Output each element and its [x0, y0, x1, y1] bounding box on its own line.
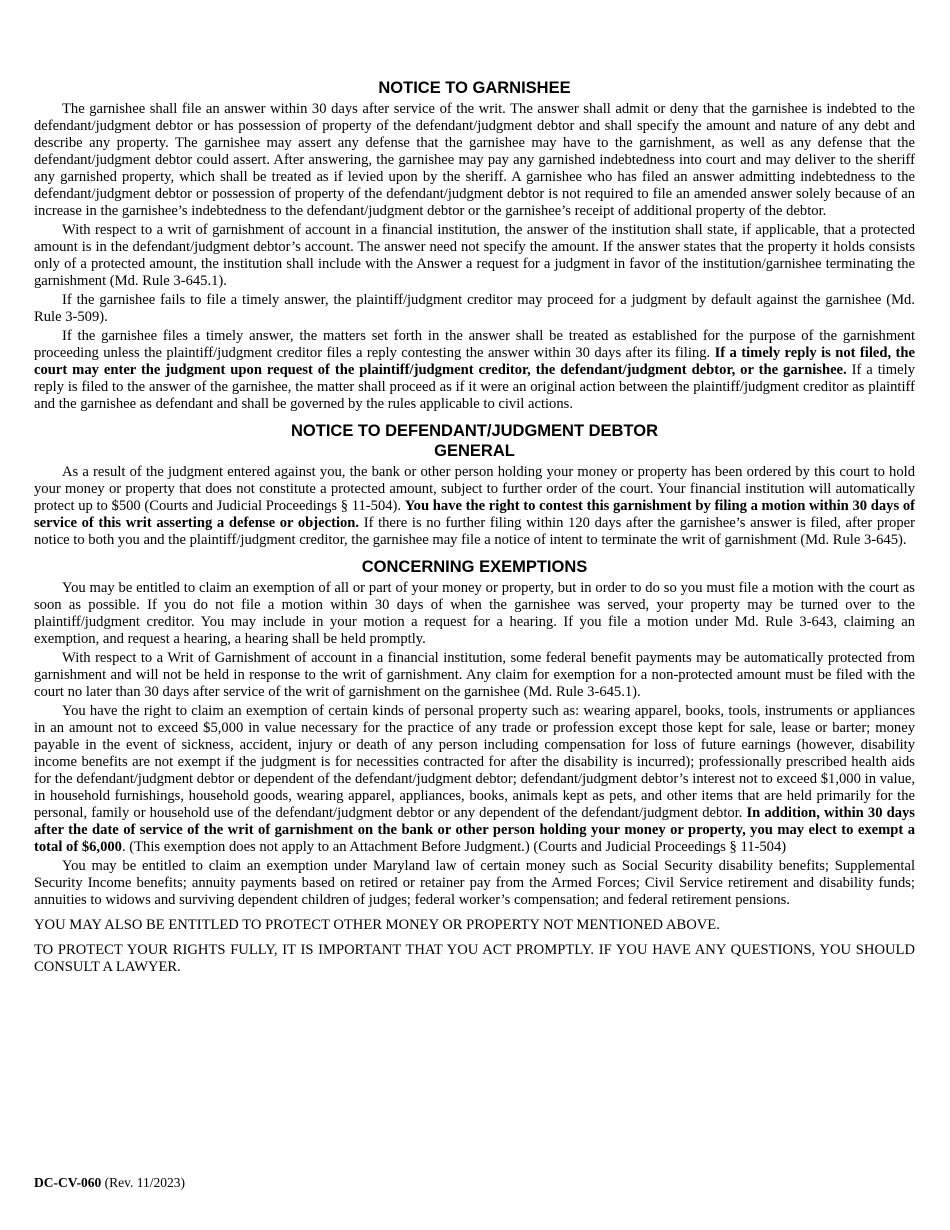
- form-revision: (Rev. 11/2023): [101, 1175, 185, 1190]
- heading-notice-to-debtor: NOTICE TO DEFENDANT/JUDGMENT DEBTOR: [291, 422, 658, 440]
- heading-concerning-exemptions: CONCERNING EXEMPTIONS: [361, 558, 588, 576]
- form-id: DC-CV-060: [34, 1175, 102, 1190]
- exemptions-paragraph-2: With respect to a Writ of Garnishment of account in a financial institution, some federal benefit payments may be automatically protected from garnishment and will not be held in response to the writ of garnishment. Any claim for exemption for a non-protected amount must be filed with the court no later than 30 days after service of the writ of garnishment on the garnishee (Md. Rule 3-645.1).: [34, 650, 915, 700]
- exemptions-paragraph-3: [34, 703, 915, 856]
- caps-notice-other-property: YOU MAY ALSO BE ENTITLED TO PROTECT OTHER MONEY OR PROPERTY NOT MENTIONED ABOVE.: [34, 917, 720, 933]
- debtor-p1-text-b: If there is no further filing within 120 days after the garnishee’s answer is filed, after proper notice to both you and the plaintiff/judgment creditor, the garnishee may file a notice of intent to terminate the writ of garnishment (Md. Rule 3-645).: [34, 515, 915, 548]
- exemptions-p3-bold: In addition, within 30 days after the date of service of the writ of garnishment on the bank or other person holding your money or property, you may elect to exempt a total of $6,000: [34, 805, 915, 855]
- exemptions-paragraph-1: You may be entitled to claim an exemption of all or part of your money or property, but in order to do so you must file a motion with the court as soon as possible. If you do not file a motion within 30 days of when the garnishee was served, your property may be turned over to the plaintiff/judgment creditor. You may include in your motion a request for a hearing. If you file a motion under Md. Rule 3-643, claiming an exemption, and request a hearing, a hearing shall be held promptly.: [34, 580, 915, 647]
- garnishee-p4-bold: If a timely reply is not filed, the court may enter the judgment upon request of the plaintiff/judgment creditor, the defendant/judgment debtor, or the garnishee.: [34, 345, 915, 378]
- debtor-p1-text-a: As a result of the judgment entered against you, the bank or other person holding your money or property has been ordered by this court to hold your money or property that does not constitute a protected amount, subject to further order of the court. Your financial institution will automatically protect up to $500 (Courts and Judicial Proceedings § 11-504).: [34, 464, 915, 514]
- exemptions-p3-text-a: You have the right to claim an exemption of certain kinds of personal property such as: wearing apparel, books, tools, instruments or appliances in an amount not to exceed $5,000 in value necessary for the practice of any trade or profession except those kept for sale, lease or barter; money payable in the event of sickness, accident, injury or death of any person including compensation for loss of future earnings (however, disability income benefits are not exempt if the judgment is for necessities contracted for after the disability is incurred); professionally prescribed health aids for the defendant/judgment debtor or dependent of the defendant/judgment debtor; defendant/judgment debtor’s interest not to exceed $1,000 in value, in household furnishings, household goods, wearing apparel, appliances, books, animals kept as pets, and other items that are held primarily for the personal, family or household use of the defendant/judgment debtor or any dependent of the defendant/judgment debtor.: [34, 703, 915, 821]
- exemptions-paragraph-4: You may be entitled to claim an exemption under Maryland law of certain money such as Social Security disability benefits; Supplemental Security Income benefits; annuity payments based on retired or retainer pay from the Armed Forces; Civil Service retirement and disability funds; annuities to widows and surviving dependent children of judges; federal worker’s compensation; and federal retirement pensions.: [34, 858, 915, 908]
- heading-notice-to-garnishee: NOTICE TO GARNISHEE: [378, 79, 571, 97]
- garnishee-p4-text-b: If a timely reply is filed to the answer of the garnishee, the matter shall proceed as if it were an original action between the plaintiff/judgment creditor as plaintiff and the garnishee as defendant and shall be governed by the rules applicable to civil actions.: [34, 362, 915, 412]
- section-notice-to-garnishee: [34, 78, 915, 413]
- section-concerning-exemptions: [34, 557, 915, 976]
- garnishee-p4-text-a: If the garnishee files a timely answer, the matters set forth in the answer shall be treated as established for the purpose of the garnishment proceeding unless the plaintiff/judgment creditor files a reply contesting the answer within 30 days after its filing.: [34, 328, 915, 361]
- form-footer: [34, 1174, 185, 1191]
- garnishee-paragraph-3: If the garnishee fails to file a timely answer, the plaintiff/judgment creditor may proceed for a judgment by default against the garnishee (Md. Rule 3-509).: [34, 292, 915, 325]
- garnishee-paragraph-1: The garnishee shall file an answer within 30 days after service of the writ. The answer shall admit or deny that the garnishee is indebted to the defendant/judgment debtor or has possession of property of the defendant/judgment debtor and shall specify the amount and nature of any debt and describe any property. The garnishee may assert any defense that the garnishee may have to the garnishment, as well as any defense that the defendant/judgment debtor could assert. After answering, the garnishee may pay any garnished indebtedness into court and may deliver to the sheriff any garnished property, which shall be treated as if levied upon by the sheriff. A garnishee who has filed an answer admitting indebtedness to the defendant/judgment debtor or possession of property of the defendant/judgment debtor is not required to file an amended answer solely because of an increase in the garnishee’s indebtedness to the defendant/judgment debtor or the garnishee’s receipt of additional property of the debtor.: [34, 101, 915, 219]
- subheading-general: GENERAL: [434, 442, 515, 460]
- garnishee-paragraph-4: [34, 328, 915, 413]
- exemptions-p3-text-b: . (This exemption does not apply to an Attachment Before Judgment.) (Courts and Judicial Proceedings § 11-504): [121, 839, 787, 855]
- debtor-p1-bold: You have the right to contest this garnishment by filing a motion within 30 days of service of this writ asserting a defense or objection.: [34, 498, 915, 531]
- garnishee-paragraph-2: With respect to a writ of garnishment of account in a financial institution, the answer of the institution shall state, if applicable, that a protected amount is in the defendant/judgment debtor’s account. The answer need not specify the amount. If the answer states that the property it holds consists only of a protected amount, the institution shall include with the Answer a request for a judgment in favor of the institution/garnishee terminating the garnishment (Md. Rule 3-645.1).: [34, 222, 915, 289]
- section-notice-to-debtor: [34, 421, 915, 549]
- debtor-paragraph-1: [34, 464, 915, 549]
- caps-notice-consult-lawyer: TO PROTECT YOUR RIGHTS FULLY, IT IS IMPORTANT THAT YOU ACT PROMPTLY. IF YOU HAVE ANY QUESTIONS, YOU SHOULD CONSULT A LAWYER.: [34, 942, 915, 975]
